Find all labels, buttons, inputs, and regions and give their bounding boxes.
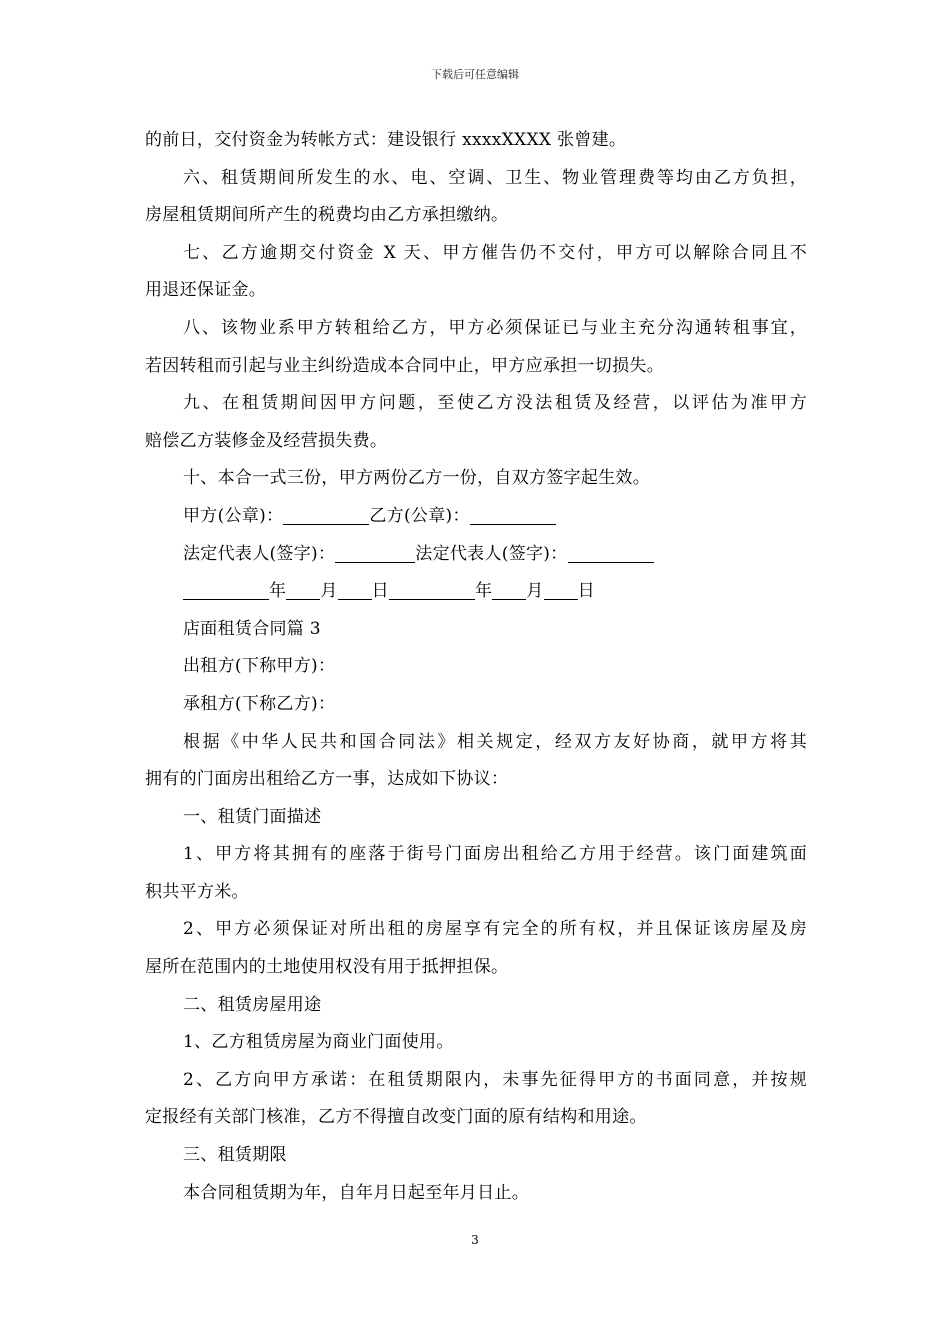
page-number: 3 xyxy=(471,1233,479,1247)
page-header: 下载后可任意编辑 xyxy=(431,68,519,81)
day-blank xyxy=(338,581,372,600)
party-a-seal-label: 甲方(公章)： xyxy=(183,505,284,526)
paragraph-line: 本合同租赁期为年，自年月日起至年月日止。 xyxy=(183,1182,529,1203)
paragraph-line: 的前日，交付资金为转帐方式：建设银行 xxxxXXXX 张曾建。 xyxy=(145,130,627,150)
paragraph-line: 八、该物业系甲方转租给乙方，甲方必须保证已与业主充分沟通转租事宜， xyxy=(183,317,807,338)
date-line xyxy=(145,573,807,611)
paragraph-line: 根据《中华人民共和国合同法》相关规定，经双方友好协商，就甲方将其 xyxy=(183,731,807,752)
paragraph-line: 1、乙方租赁房屋为商业门面使用。 xyxy=(183,1032,454,1053)
paragraph-line: 2、甲方必须保证对所出租的房屋享有完全的所有权，并且保证该房屋及房 xyxy=(183,919,807,940)
paragraph-line: 出租方(下称甲方)： xyxy=(183,656,336,677)
paragraph-line: 承租方(下称乙方)： xyxy=(183,693,336,714)
section-title: 店面租赁合同篇 3 xyxy=(183,618,321,639)
seal-line xyxy=(145,498,807,536)
party-a-seal-blank xyxy=(283,506,369,525)
month-label: 月 xyxy=(320,581,338,602)
day-blank xyxy=(544,581,578,600)
paragraph-line: 若因转租而引起与业主纠纷造成本合同中止，甲方应承担一切损失。 xyxy=(145,355,664,376)
year-blank xyxy=(389,581,475,600)
section-heading: 一、租赁门面描述 xyxy=(183,806,322,827)
legal-rep-b-label: 法定代表人(签字)： xyxy=(415,543,568,564)
paragraph-line: 十、本合一式三份，甲方两份乙方一份，自双方签字起生效。 xyxy=(183,468,651,489)
legal-rep-a-label: 法定代表人(签字)： xyxy=(183,543,336,564)
party-b-seal-blank xyxy=(470,506,556,525)
year-label: 年 xyxy=(474,581,493,602)
contract-body xyxy=(145,122,807,1212)
month-blank xyxy=(286,581,320,600)
paragraph-line: 拥有的门面房出租给乙方一事，达成如下协议： xyxy=(145,769,509,790)
section-heading: 三、租赁期限 xyxy=(183,1145,287,1166)
day-label: 日 xyxy=(577,581,595,602)
paragraph-line: 积共平方米。 xyxy=(145,881,249,902)
year-label: 年 xyxy=(269,581,287,602)
month-label: 月 xyxy=(526,581,544,602)
month-blank xyxy=(492,581,526,600)
paragraph-line: 九、在租赁期间因甲方问题，至使乙方没法租赁及经营，以评估为准甲方 xyxy=(183,393,807,414)
paragraph-line: 定报经有关部门核准，乙方不得擅自改变门面的原有结构和用途。 xyxy=(145,1107,647,1128)
paragraph-line: 六、租赁期间所发生的水、电、空调、卫生、物业管理费等均由乙方负担， xyxy=(183,167,807,188)
paragraph-line: 2、乙方向甲方承诺：在租赁期限内，未事先征得甲方的书面同意，并按规 xyxy=(183,1069,807,1090)
legal-rep-line xyxy=(145,536,807,574)
day-label: 日 xyxy=(371,581,389,602)
paragraph-line: 七、乙方逾期交付资金 X 天、甲方催告仍不交付，甲方可以解除合同且不 xyxy=(183,242,807,263)
paragraph-line: 房屋租赁期间所产生的税费均由乙方承担缴纳。 xyxy=(145,205,509,226)
section-heading: 二、租赁房屋用途 xyxy=(183,994,322,1015)
year-blank xyxy=(183,581,269,600)
paragraph-line: 1、甲方将其拥有的座落于街号门面房出租给乙方用于经营。该门面建筑面 xyxy=(183,844,807,865)
legal-rep-b-blank xyxy=(568,544,654,563)
legal-rep-a-blank xyxy=(335,544,415,563)
party-b-seal-label: 乙方(公章)： xyxy=(369,505,470,526)
paragraph-line: 赔偿乙方装修金及经营损失费。 xyxy=(145,430,388,451)
paragraph-line: 用退还保证金。 xyxy=(145,280,267,301)
paragraph-line: 屋所在范围内的土地使用权没有用于抵押担保。 xyxy=(145,957,509,978)
